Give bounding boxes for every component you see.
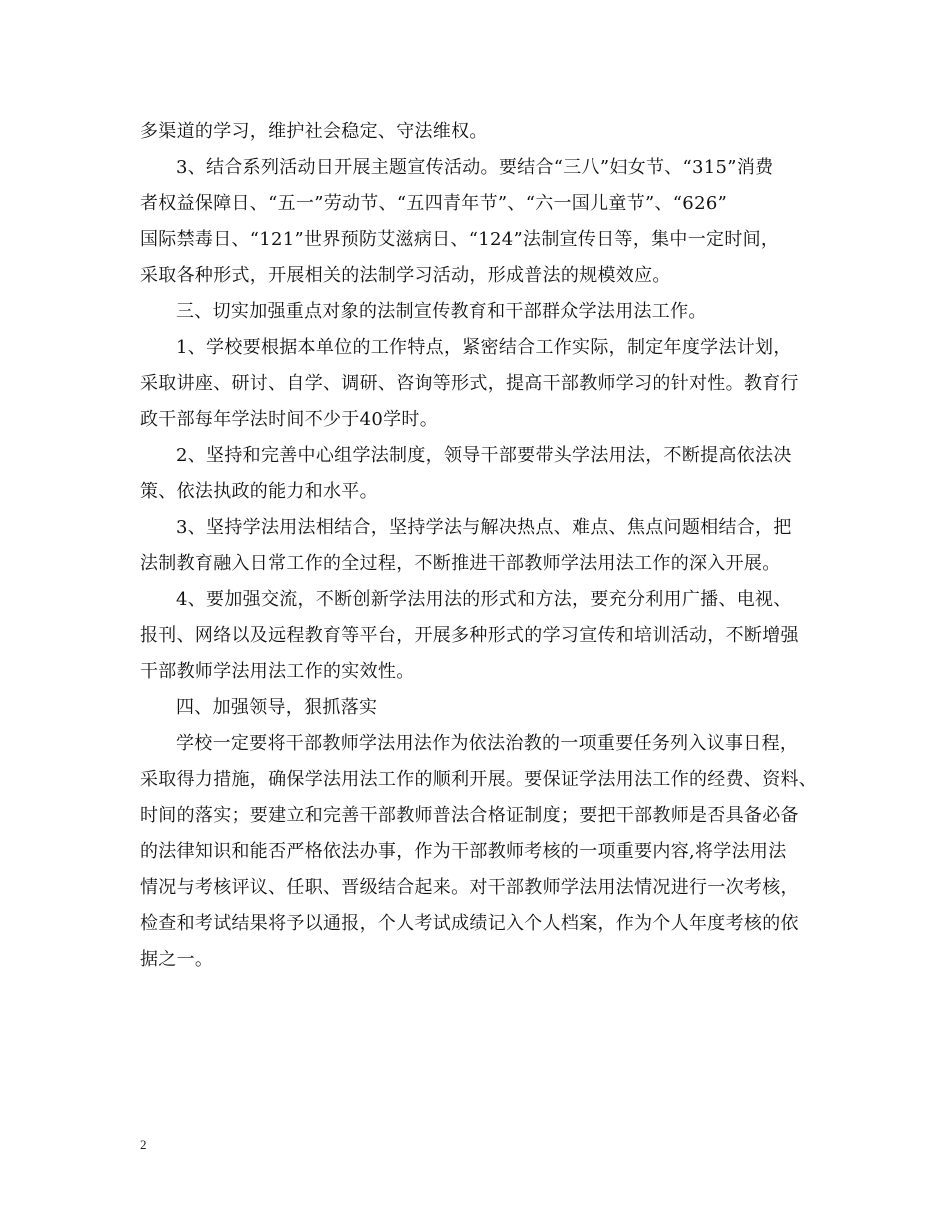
text-line: 1、学校要根据本单位的工作特点，紧密结合工作实际，制定年度学法计划， bbox=[176, 337, 792, 358]
text-line: 3、坚持学法用法相结合，坚持学法与解决热点、难点、焦点问题相结合，把 bbox=[176, 517, 792, 538]
text-line: 的法律知识和能否严格依法办事，作为干部教师考核的一项重要内容,将学法用法 bbox=[140, 841, 787, 862]
text-line: 干部教师学法用法工作的实效性。 bbox=[140, 661, 415, 682]
text-line: 策、依法执政的能力和水平。 bbox=[140, 481, 378, 502]
text-line: 国际禁毒日、“121”世界预防艾滋病日、“124”法制宣传日等，集中一定时间， bbox=[140, 229, 780, 250]
text-line: 者权益保障日、“五一”劳动节、“五四青年节”、“六一国儿童节”、“626” bbox=[140, 193, 728, 214]
text-line: 三、切实加强重点对象的法制宣传教育和干部群众学法用法工作。 bbox=[176, 301, 707, 322]
text-line: 采取讲座、研讨、自学、调研、咨询等形式，提高干部教师学习的针对性。教育行 bbox=[140, 373, 799, 394]
document-body bbox=[140, 114, 824, 978]
text-line: 采取各种形式，开展相关的法制学习活动，形成普法的规模效应。 bbox=[140, 265, 671, 286]
text-line: 四、加强领导，狠抓落实 bbox=[176, 697, 378, 718]
text-line: 情况与考核评议、任职、晋级结合起来。对干部教师学法用法情况进行一次考核， bbox=[140, 877, 799, 898]
page-number: 2 bbox=[140, 1137, 147, 1152]
text-line: 多渠道的学习，维护社会稳定、守法维权。 bbox=[140, 121, 488, 142]
text-line: 时间的落实；要建立和完善干部教师普法合格证制度；要把干部教师是否具备必备 bbox=[140, 805, 799, 826]
text-line: 2、坚持和完善中心组学法制度，领导干部要带头学法用法，不断提高依法决 bbox=[176, 445, 792, 466]
text-line: 法制教育融入日常工作的全过程，不断推进干部教师学法用法工作的深入开展。 bbox=[140, 553, 781, 574]
text-line: 据之一。 bbox=[140, 949, 214, 970]
text-line: 学校一定要将干部教师学法用法作为依法治教的一项重要任务列入议事日程， bbox=[176, 733, 799, 754]
text-line: 4、要加强交流，不断创新学法用法的形式和方法，要充分利用广播、电视、 bbox=[176, 589, 792, 610]
text-line: 政干部每年学法时间不少于40学时。 bbox=[140, 409, 439, 430]
text-line: 采取得力措施，确保学法用法工作的顺利开展。要保证学法用法工作的经费、资料、 bbox=[140, 769, 818, 790]
text-line: 3、结合系列活动日开展主题宣传活动。要结合“三八”妇女节、“315”消费 bbox=[176, 157, 774, 178]
text-line: 报刊、网络以及远程教育等平台，开展多种形式的学习宣传和培训活动，不断增强 bbox=[140, 625, 799, 646]
text-line: 检查和考试结果将予以通报，个人考试成绩记入个人档案，作为个人年度考核的依 bbox=[140, 913, 799, 934]
